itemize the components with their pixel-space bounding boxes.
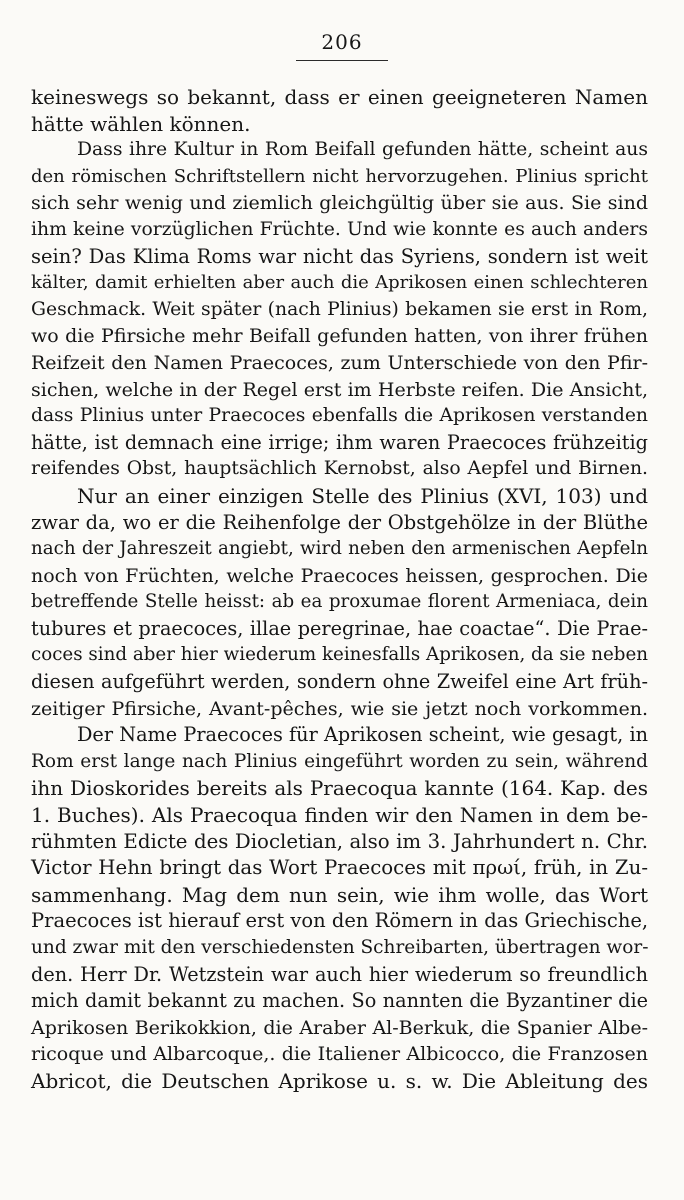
text-line: dass Plinius unter Praecoces ebenfalls die Aprikosen verstanden	[31, 405, 648, 427]
text-line: ricoque und Albarcoque,. die Italiener Albicocco, die Franzosen	[31, 1043, 648, 1066]
text-line: Dass ihre Kultur in Rom Beifall gefunden hätte, scheint aus	[77, 139, 648, 161]
text-line: den römischen Schriftstellern nicht hervorzugehen. Plinius spricht	[31, 165, 648, 187]
text-line: und zwar mit den verschiedensten Schreibarten, übertragen wor-	[31, 937, 649, 958]
text-line: coces sind aber hier wiederum keinesfalls Aprikosen, da sie neben	[31, 644, 649, 666]
text-line: kälter, damit erhielten aber auch die Aprikosen einen schlechteren	[31, 272, 648, 294]
text-line: mich damit bekannt zu machen. So nannten die Byzantiner die	[31, 989, 648, 1013]
text-line: nach der Jahreszeit angiebt, wird neben den armenischen Aepfeln	[31, 538, 648, 560]
text-line: wo die Pfirsiche mehr Beifall gefunden hatten, von ihrer frühen	[31, 325, 648, 348]
text-line: Der Name Praecoces für Aprikosen scheint, wie gesagt, in	[77, 723, 648, 747]
text-line: hätte, ist demnach eine irrige; ihm waren Praecoces frühzeitig	[31, 430, 648, 454]
text-line: hätte wählen können.	[31, 111, 251, 136]
text-line: ihm keine vorzüglichen Früchte. Und wie konnte es auch anders	[31, 218, 648, 240]
text-line: sich sehr wenig und ziemlich gleichgültig über sie aus. Sie sind	[31, 192, 648, 215]
text-line: 1. Buches). Als Praecoqua finden wir den Namen in dem be-	[31, 803, 648, 828]
page-header	[0, 30, 684, 61]
text-line: diesen aufgeführt werden, sondern ohne Zweifel eine Art früh-	[31, 670, 648, 694]
text-line: den. Herr Dr. Wetzstein war auch hier wiederum so freundlich	[31, 962, 648, 986]
text-line: rühmten Edicte des Diocletian, also im 3. Jahrhundert n. Chr.	[31, 829, 648, 853]
text-line: Nur an einer einzigen Stelle des Plinius (XVI, 103) und	[77, 483, 648, 508]
body-text	[31, 84, 648, 1095]
text-line: Geschmack. Weit später (nach Plinius) bekamen sie erst in Rom,	[31, 298, 648, 320]
text-line: Abricot, die Deutschen Aprikose u. s. w. Die Ableitung des	[31, 1068, 648, 1093]
text-line: reifendes Obst, hauptsächlich Kernobst, also Aepfel und Birnen.	[31, 458, 648, 480]
text-line: sein? Das Klima Roms war nicht das Syriens, sondern ist weit	[31, 244, 648, 268]
text-line: betreffende Stelle heisst: ab ea proxumae florent Armeniaca, dein	[31, 591, 648, 613]
text-line: zeitiger Pfirsiche, Avant-pêches, wie sie jetzt noch vorkommen.	[31, 697, 648, 720]
header-rule	[296, 60, 388, 61]
text-line: Rom erst lange nach Plinius eingeführt worden zu sein, während	[31, 750, 648, 772]
text-line: Victor Hehn bringt das Wort Praecoces mit πρωί, früh, in Zu-	[31, 856, 648, 880]
text-line: Reifzeit den Namen Praecoces, zum Unterschiede von den Pfir-	[31, 351, 648, 374]
text-line: Praecoces ist hierauf erst von den Römern in das Griechische,	[31, 909, 649, 933]
page-number: 206	[321, 30, 363, 54]
text-line: sichen, welche in der Regel erst im Herbste reifen. Die Ansicht,	[31, 378, 648, 401]
text-line: sammenhang. Mag dem nun sein, wie ihm wolle, das Wort	[31, 882, 648, 907]
text-line: Aprikosen Berikokkion, die Araber Al-Berkuk, die Spanier Albe-	[31, 1016, 648, 1039]
text-line: ihn Dioskorides bereits als Praecoqua kannte (164. Kap. des	[31, 776, 648, 801]
text-line: keineswegs so bekannt, dass er einen geeigneteren Namen	[31, 85, 648, 109]
text-line: zwar da, wo er die Reihenfolge der Obstgehölze in der Blüthe	[31, 510, 648, 534]
text-line: noch von Früchten, welche Praecoces heissen, gesprochen. Die	[31, 564, 648, 587]
text-line: tubures et praecoces, illae peregrinae, hae coactae“. Die Prae-	[31, 616, 648, 640]
